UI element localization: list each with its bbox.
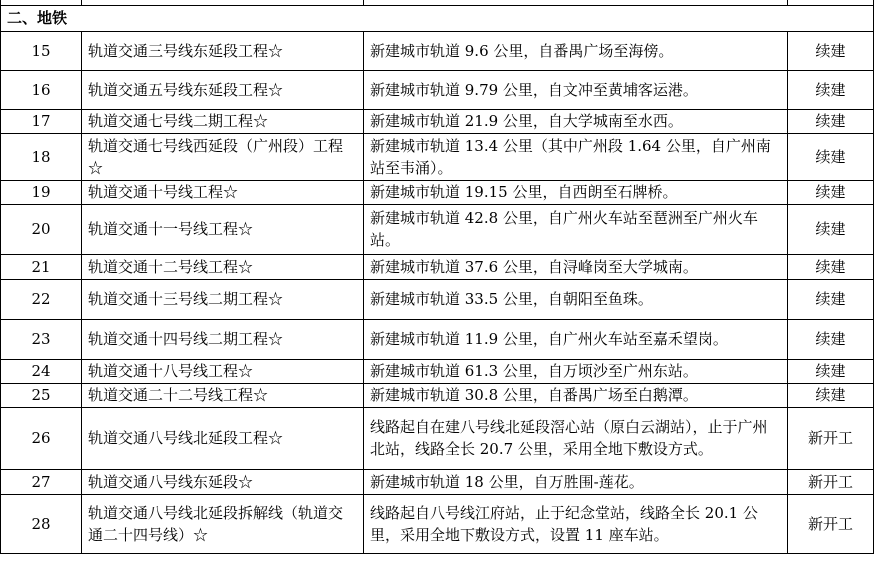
table-row	[1, 469, 874, 494]
project-description: 新建城市轨道 18 公里，自万胜围-莲花。	[364, 469, 788, 494]
project-status: 续建	[788, 254, 874, 279]
table-row	[1, 279, 874, 319]
project-name: 轨道交通八号线东延段☆	[82, 469, 364, 494]
section-title: 二、地铁	[1, 5, 874, 31]
project-name: 轨道交通三号线东延段工程☆	[82, 31, 364, 70]
row-number: 19	[1, 180, 82, 204]
project-status: 续建	[788, 31, 874, 70]
row-number: 25	[1, 383, 82, 407]
project-name: 轨道交通十一号线工程☆	[82, 204, 364, 254]
project-status: 续建	[788, 383, 874, 407]
project-name: 轨道交通十号线工程☆	[82, 180, 364, 204]
row-number: 16	[1, 70, 82, 109]
project-description: 新建城市轨道 9.6 公里，自番禺广场至海傍。	[364, 31, 788, 70]
project-status: 续建	[788, 109, 874, 133]
project-description: 新建城市轨道 37.6 公里，自浔峰岗至大学城南。	[364, 254, 788, 279]
project-name: 轨道交通十三号线二期工程☆	[82, 279, 364, 319]
project-name: 轨道交通十四号线二期工程☆	[82, 319, 364, 359]
project-description: 新建城市轨道 13.4 公里（其中广州段 1.64 公里，自广州南站至韦涌）。	[364, 133, 788, 180]
row-number: 27	[1, 469, 82, 494]
table-row	[1, 383, 874, 407]
table-row	[1, 319, 874, 359]
table-row	[1, 133, 874, 180]
project-name: 轨道交通五号线东延段工程☆	[82, 70, 364, 109]
table-row	[1, 204, 874, 254]
table-row	[1, 180, 874, 204]
project-description: 新建城市轨道 42.8 公里，自广州火车站至琶洲至广州火车站。	[364, 204, 788, 254]
row-number: 17	[1, 109, 82, 133]
project-status: 续建	[788, 180, 874, 204]
project-description: 新建城市轨道 9.79 公里，自文冲至黄埔客运港。	[364, 70, 788, 109]
row-number: 22	[1, 279, 82, 319]
project-description: 新建城市轨道 19.15 公里，自西朗至石牌桥。	[364, 180, 788, 204]
project-name: 轨道交通十二号线工程☆	[82, 254, 364, 279]
table-row	[1, 359, 874, 383]
project-status: 续建	[788, 359, 874, 383]
row-number: 28	[1, 494, 82, 553]
table-row	[1, 254, 874, 279]
project-status: 新开工	[788, 407, 874, 469]
table-row	[1, 31, 874, 70]
row-number: 21	[1, 254, 82, 279]
project-name: 轨道交通七号线二期工程☆	[82, 109, 364, 133]
project-description: 新建城市轨道 21.9 公里，自大学城南至水西。	[364, 109, 788, 133]
project-status: 新开工	[788, 469, 874, 494]
row-number: 15	[1, 31, 82, 70]
row-number: 24	[1, 359, 82, 383]
project-status: 续建	[788, 70, 874, 109]
section-header-row	[1, 5, 874, 31]
project-name: 轨道交通八号线北延段拆解线（轨道交通二十四号线）☆	[82, 494, 364, 553]
project-description: 新建城市轨道 11.9 公里，自广州火车站至嘉禾望岗。	[364, 319, 788, 359]
row-number: 20	[1, 204, 82, 254]
project-status: 续建	[788, 279, 874, 319]
project-name: 轨道交通二十二号线工程☆	[82, 383, 364, 407]
project-status: 续建	[788, 133, 874, 180]
row-number: 18	[1, 133, 82, 180]
project-description: 新建城市轨道 33.5 公里，自朝阳至鱼珠。	[364, 279, 788, 319]
project-name: 轨道交通七号线西延段（广州段）工程☆	[82, 133, 364, 180]
table-row	[1, 407, 874, 469]
project-description: 新建城市轨道 61.3 公里，自万顷沙至广州东站。	[364, 359, 788, 383]
row-number: 23	[1, 319, 82, 359]
project-status: 续建	[788, 204, 874, 254]
row-number: 26	[1, 407, 82, 469]
project-status: 续建	[788, 319, 874, 359]
table-row	[1, 109, 874, 133]
project-status: 新开工	[788, 494, 874, 553]
project-description: 新建城市轨道 30.8 公里，自番禺广场至白鹅潭。	[364, 383, 788, 407]
project-name: 轨道交通八号线北延段工程☆	[82, 407, 364, 469]
table-row	[1, 70, 874, 109]
project-description: 线路起自八号线江府站，止于纪念堂站，线路全长 20.1 公里，采用全地下敷设方式，设置 11 座车站。	[364, 494, 788, 553]
project-description: 线路起自在建八号线北延段滘心站（原白云湖站），止于广州北站，线路全长 20.7 公里，采用全地下敷设方式。	[364, 407, 788, 469]
project-name: 轨道交通十八号线工程☆	[82, 359, 364, 383]
table-row	[1, 494, 874, 553]
